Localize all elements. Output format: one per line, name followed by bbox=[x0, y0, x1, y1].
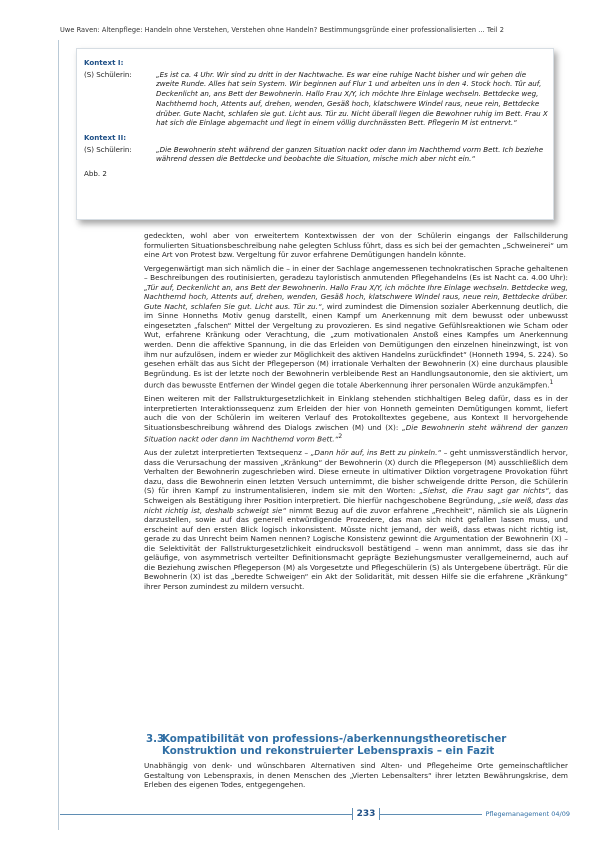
paragraph-2: Vergegenwärtigt man sich nämlich die – in einer der Sachlage angemessenen technokratischen Sprache gehaltenen – Beschreibungen des routinisierten, geradezu tayloristisch anmutenden Pflegehandelns (Es ist Nacht ca. 4.00 Uhr): „Tür auf, Deckenlicht an, ans Bett der Bewohnerin. Hallo Frau X/Y, ich möchte Ihre Einlage wechseln. Bettdecke weg, Nachthemd hoch, Attents auf, drehen, wenden, Gesäß hoch, klatschwere Windel raus, neue rein, Bettdecke drüber. Gute Nacht, schlafen Sie gut. Licht aus. Tür zu.“, wird zumindest die Dimension sozialer Aberkennung deutlich, die im Sinne Honneths Motiv genug darstellt, einen Kampf um Anerkennung mit dem bewusst oder unbewusst eingesetzten „falschen“ Mittel der Vergeltung zu provozieren. Es sind negative Gefühlsreaktionen wie Scham oder Wut, erfahrene Kränkung oder Verachtung, die „zum motivationalen Anstoß eines Kampfes um Anerkennung werden. Denn die affektive Spannung, in die das Erleiden von Demütigungen den einzelnen hineinzwingt, ist von ihm nur aufzulösen, indem er wieder zur Möglichkeit des aktiven Handelns zurückfindet“ (Honneth 1994, S. 224). So gesehen erhält das aus Sicht der Pflegeperson (M) irrationale Verhalten der Bewohnerin (X) eine durchaus plausible Begründung. Es ist der letzte noch der Bewohnerin verbleibende Rest an Handlungsautonomie, den sie aktiviert, um durch das bewusste Entfernen der Windel gegen die totale Aberkennung ihrer personalen Würde anzukämpfen.$^1$ bbox=[144, 263, 568, 390]
section-heading bbox=[146, 734, 568, 758]
paragraph-3: Einen weiteren mit der Fallstrukturgesetzlichkeit in Einklang stehenden stichhaltigen Beleg dafür, dass es in der interpretierten Interaktionssequenz zum Erleiden der hier von Honneth gemeinten Demütigungen kommt, liefert auch die von der Schülerin im weiteren Verlauf des Protokolltextes gegebene, aus Kontext II hervorgehende Situationsbeschreibung während des Dialogs zwischen (M) und (X): „Die Bewohnerin steht während der ganzen Situation nackt oder dann im Nachthemd vorm Bett.“$^2$ bbox=[144, 394, 568, 444]
paragraph-4: Aus der zuletzt interpretierten Textsequenz – „Dann hör auf, ins Bett zu pinkeln.“ – geht unmissverständlich hervor, dass die Verursachung der massiven „Kränkung“ der Bewohnerin (X) durch die Pflegeperson (M) ausschließlich dem Verhalten der Bewohnerin zugeschrieben wird. Diese erneute in ultimativer Diktion vorgetragene Provokation führt dazu, dass die Bewohnerin einen letzten Versuch unternimmt, die bisher schweigende dritte Person, die Schülerin (S) für ihren Kampf zu instrumentalisieren, indem sie mit den Worten: „Siehst, die Frau sagt gar nichts“, das Schweigen als Bestätigung ihrer Position interpretiert. Die hierfür nachgeschobene Begründung, „sie weiß, dass das nicht richtig ist, deshalb schweigt sie“ nimmt Bezug auf die zuvor erfahrene „Frechheit“, nämlich sie als Lügnerin darzustellen, sowie auf das generell entwürdigende Prozedere, das man sich nicht gefallen lassen muss, und erscheint auf den ersten Blick logisch inkonsistent. Müsste nicht jemand, der weiß, dass etwas nicht richtig ist, gerade zu das Unrecht beim Namen nennen? Logische Konsistenz gewinnt die Argumentation der Bewohnerin (X) – die Selektivität der Fallstrukturgesetzlichkeit eindrucksvoll bestätigend – wenn man annimmt, dass sie das ihr geläufige, von asymmetrisch verteilter Definitionsmacht geprägte Beziehungsmuster verallgemeinernd, auch auf die Beziehung zwischen Pflegeperson (M) als Vorgesetzte und Pflegeschülerin (S) als Untergebene überträgt. Für die Bewohnerin (X) ist das „beredte Schweigen“ ein Akt der Solidarität, mit dessen Hilfe sie die erfahrene „Kränkung“ ihrer Person zumindest zu mildern versucht. bbox=[144, 448, 568, 591]
page-number: 233 bbox=[352, 808, 380, 820]
context2-text: „Die Bewohnerin steht während der ganzen Situation nackt oder dann im Nachthemd vorm Bett. Ich beziehe während dessen die Bettdecke und beobachte die Situation, mische mich aber nicht ein.“ bbox=[156, 144, 544, 164]
journal-name: Pflegemanagement 04/09 bbox=[482, 808, 570, 820]
context-box bbox=[76, 48, 554, 220]
context1-text: „Es ist ca. 4 Uhr. Wir sind zu dritt in der Nachtwache. Es war eine ruhige Nacht bisher und wir gehen die zweite Runde. Alles hat sein System. Wir beginnen auf Flur 1 und arbeiten uns in den 4. Stock hoch. Tür auf, Deckenlicht an, ans Bett der Bewohnerin. Hallo Frau X/Y, ich möchte Ihre Einlage wechseln. Bettdecke weg, Nachthemd hoch, Attents auf, drehen, wenden, Gesäß hoch, klatschwere Windel raus, neue rein, Bettdecke drüber. Gute Nacht, schlafen sie gut. Licht aus. Tür zu. Nicht überall liegen die Bewohner ruhig im Bett. Frau X hat sich die Einlage abgemacht und liegt in einem völlig durchnässten Bett. Pflegerin M ist entnervt.“ bbox=[156, 69, 548, 128]
section-title: Kompatibilität von professions-/aberkennungstheoretischer Konstruktion und rekonstruierter Lebenspraxis – ein Fazit bbox=[162, 734, 507, 758]
footnote-ref-1[interactable]: 1 bbox=[549, 379, 554, 387]
section-number: 3.3 bbox=[146, 734, 165, 745]
context1-row bbox=[84, 70, 549, 128]
footnote-ref-2[interactable]: 2 bbox=[338, 433, 343, 441]
quote-context2: „Die Bewohnerin steht während der ganzen Situation nackt oder dann im Nachthemd vorm Bett.“ bbox=[144, 422, 568, 444]
margin-rule bbox=[58, 40, 59, 830]
body-text bbox=[144, 231, 568, 596]
context2-speaker: (S) Schülerin: bbox=[84, 144, 132, 154]
context1-heading: Kontext I: bbox=[84, 58, 124, 67]
fazit-paragraph: Unabhängig von denk- und wünschbaren Alternativen sind Alten- und Pflegeheime Orte gemeinschaftlicher Gestaltung von Lebenspraxis, in denen Menschen des „Vierten Lebensalters“ ihrer letzten Bewährungskrise, dem Erleben des eigenen Todes, entgegengehen. bbox=[144, 761, 568, 790]
quote-routine: „Tür auf, Deckenlicht an, ans Bett der Bewohnerin. Hallo Frau X/Y, ich möchte Ihre Einlage wechseln. Bettdecke weg, Nachthemd hoch, Attents auf, drehen, wenden, Gesäß hoch, klatschwere Windel raus, neue rein, Bettdecke drüber. Gute Nacht, schlafen Sie gut. Licht aus. Tür zu.“ bbox=[144, 282, 568, 311]
context2-row bbox=[84, 145, 549, 164]
running-header: Uwe Raven: Altenpflege: Handeln ohne Verstehen, Verstehen ohne Handeln? Bestimmungsgründe einer professionalisierten ... Teil 2 bbox=[60, 26, 505, 34]
page-footer bbox=[60, 808, 570, 822]
figure-label: Abb. 2 bbox=[84, 169, 107, 179]
paragraph-1: gedeckten, wohl aber von erweitertem Kontextwissen der von der Schülerin eingangs der Fallschilderung formulierten Situationsbeschreibung nahe gelegten Schluss führt, dass es sich bei der gemachten „Schweinerei“ um eine Art von Protest bzw. Vergeltung für zuvor erfahrene Demütigungen handeln könnte. bbox=[144, 231, 568, 260]
context1-speaker: (S) Schülerin: bbox=[84, 69, 132, 79]
context2-heading: Kontext II: bbox=[84, 132, 127, 142]
